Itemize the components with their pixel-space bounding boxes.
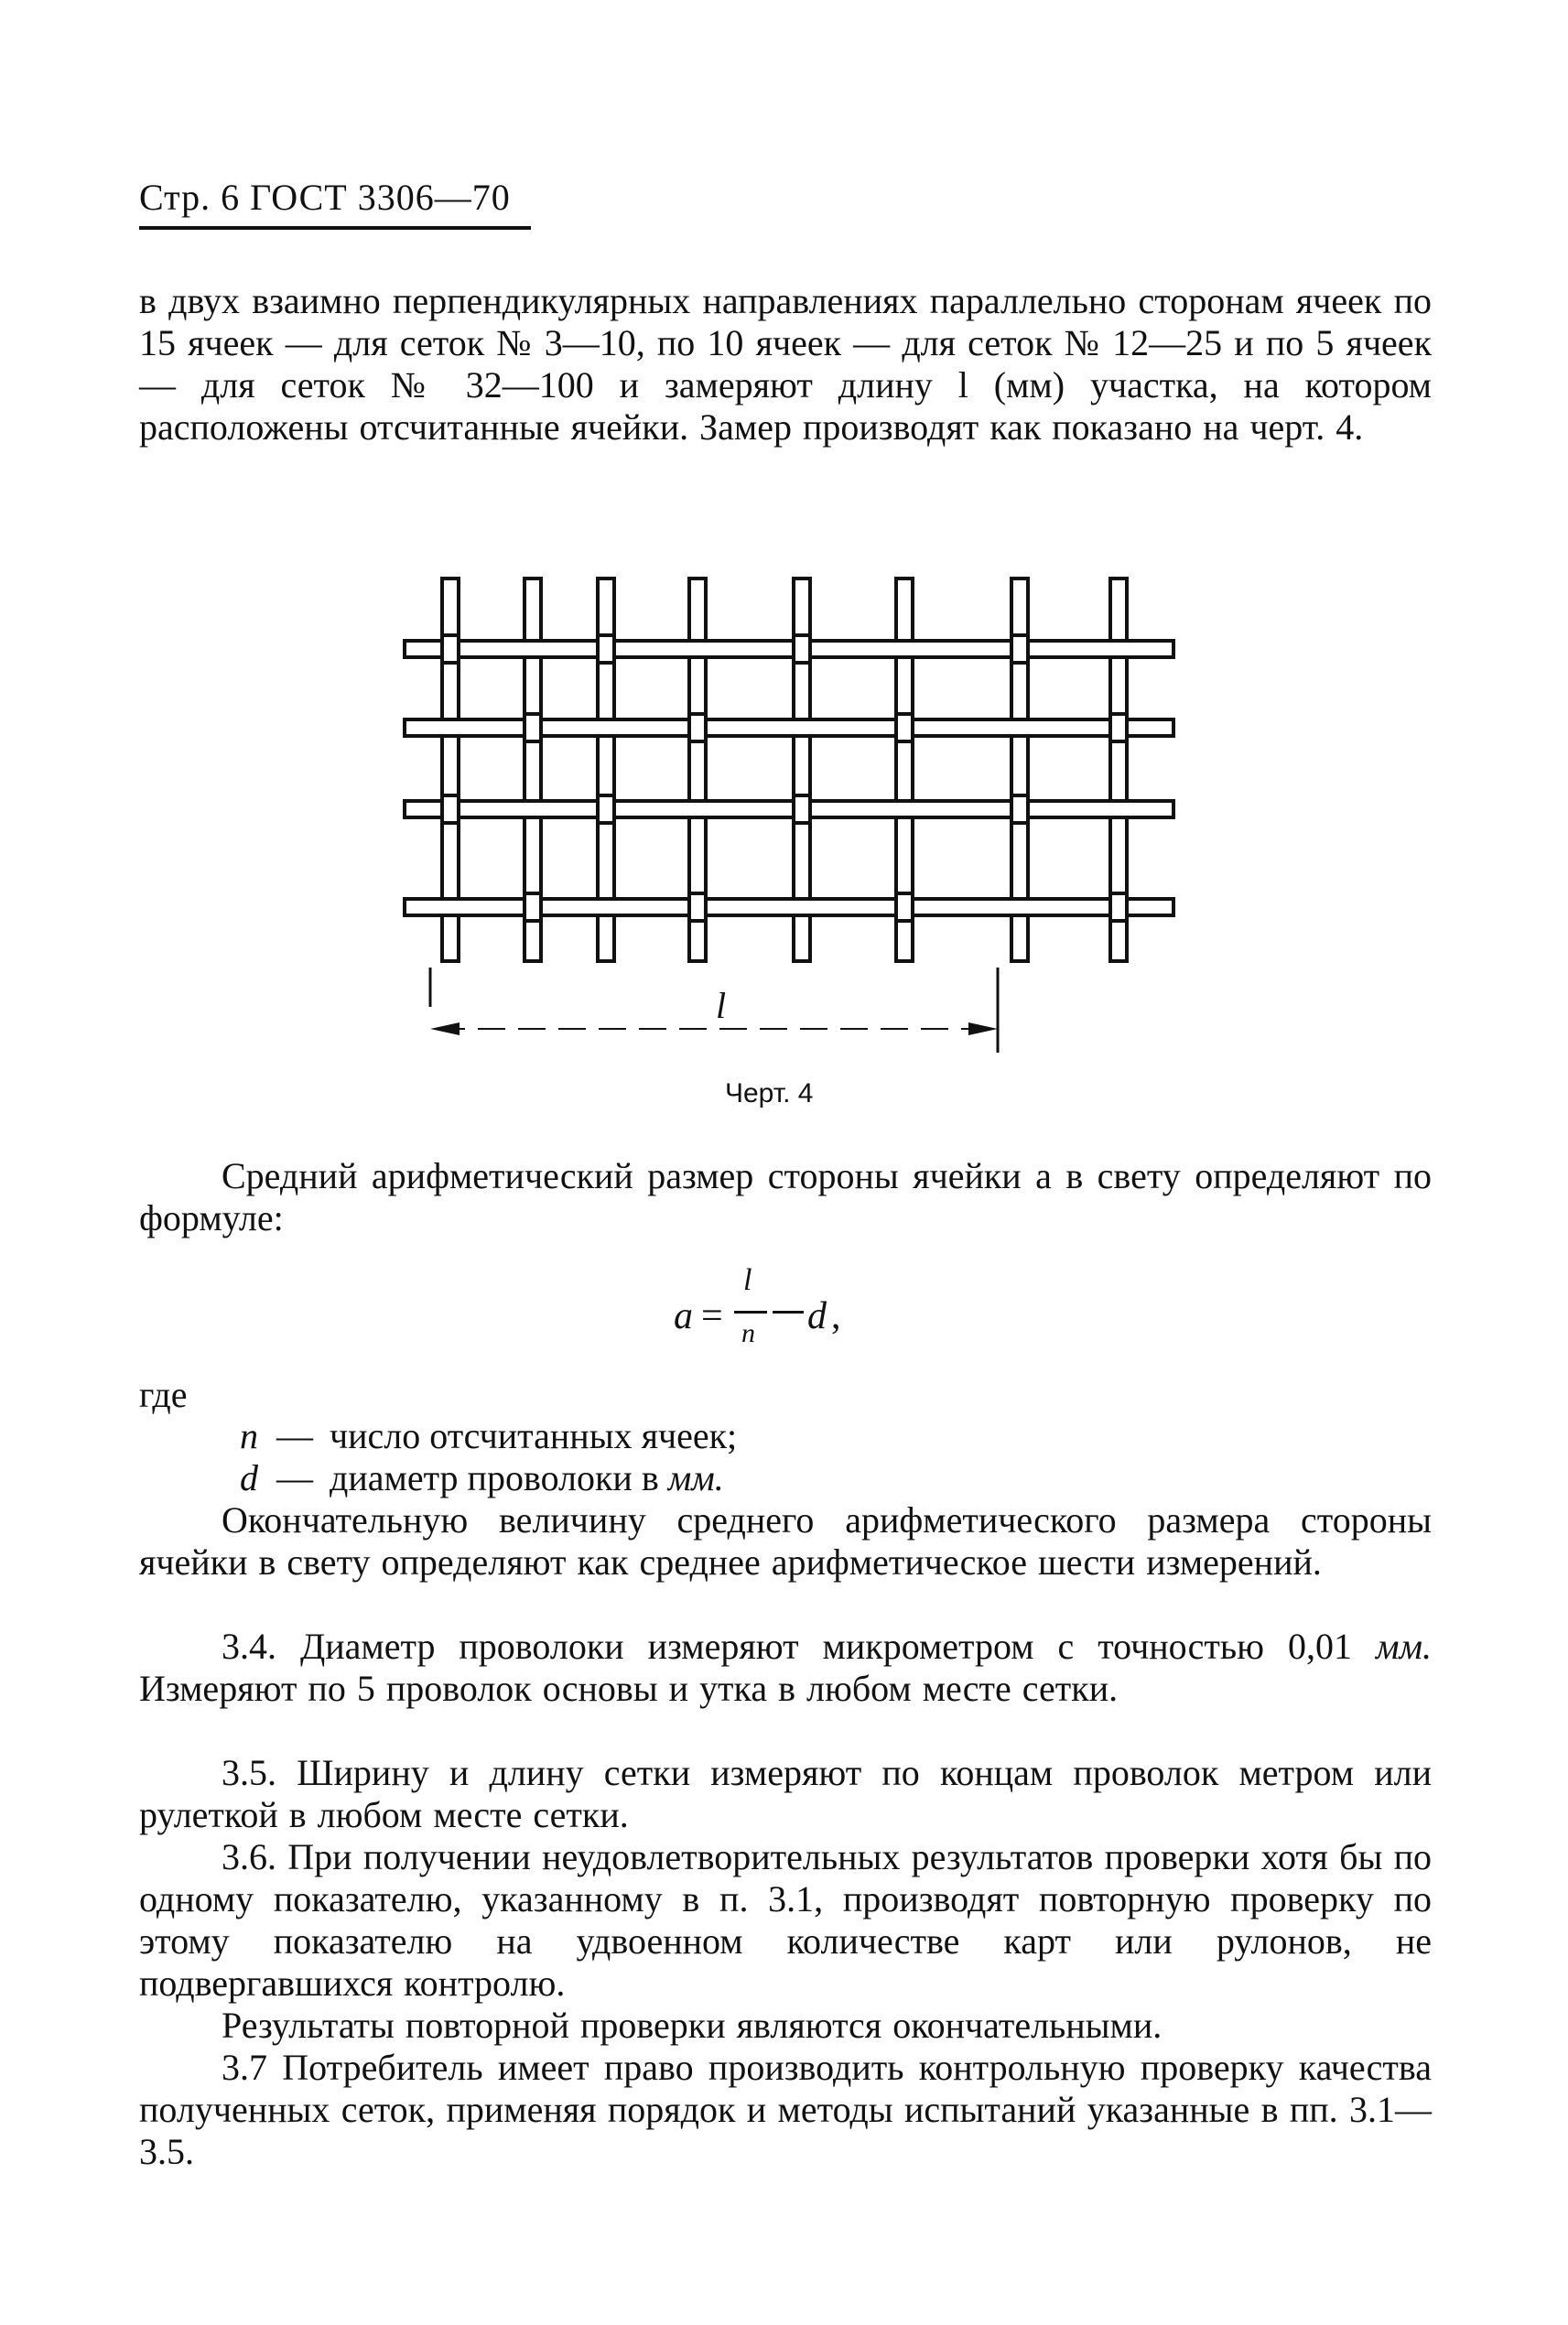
formula-lhs: a [674,1295,693,1337]
wire-crossing [1110,893,1127,921]
mean-size-paragraph: Средний арифметический размер стороны ячейки a в свету определяют по формуле: [139,1155,1432,1238]
wire-crossing [896,893,913,921]
repeat-results-paragraph: Результаты повторной проверки являются окончательными. [222,2005,1162,2046]
clause-3-7: 3.7 Потребитель имеет право производить контрольную проверку качества полученных сеток, применяя порядок и методы испытаний указанные в пп. 3.1—3.5. [139,2047,1432,2172]
wire-crossing [442,635,459,663]
wire-crossing [794,635,810,663]
clause-3-5: 3.5. Ширину и длину сетки измеряют по концам проволок метром или рулеткой в любом месте сетки. [139,1752,1432,1835]
wire-crossing [1011,795,1028,823]
definition-unit: мм. [667,1457,724,1498]
wire-crossing [896,714,913,741]
definition-symbol: d [240,1457,258,1498]
wire-crossing [442,795,459,823]
formula-minus-term: d [807,1295,827,1337]
definition-text: число отсчитанных ячеек; [330,1415,738,1456]
wire-crossing [689,714,706,741]
clause-3-6: 3.6. При получении неудовлетворительных результатов проверки хотя бы по одному показателю, указанному в п. 3.1, производят повторную проверку по этому показателю на удвоенном количестве карт или рулонов, не подвергавшихся контролю. [139,1836,1432,2004]
clause-3-4-text-end: Измеряют по 5 проволок основы и утка в любом месте сетки. [139,1626,1443,1709]
wire-crossing [1011,635,1028,663]
formula-denominator: n [741,1318,755,1348]
clause-3-4-text: 3.4. Диаметр проволоки измеряют микрометром с точностью 0,01 [222,1626,1376,1667]
wire-crossing [794,795,810,823]
definition-d [240,1457,724,1499]
formula-minus-sign [773,1311,804,1314]
definition-dash: — [276,1457,313,1498]
where-label: где [139,1374,188,1415]
formula-trailing: , [831,1295,841,1337]
page-header: Стр. 6 ГОСТ 3306—70 [139,177,511,218]
header-underline [139,226,531,230]
wire-crossing [524,714,541,741]
horizontal-wire [405,641,1173,657]
definition-n [240,1415,737,1457]
horizontal-wire [405,899,1173,915]
mesh-drawing [405,579,1173,961]
formula-numerator: l [743,1263,752,1297]
wire-crossing [524,893,541,921]
horizontal-wire [405,719,1173,736]
dimension-line [430,968,998,1053]
formula-fraction-bar [734,1311,767,1314]
clause-3-4 [139,1626,1443,1710]
clause-3-4-unit: мм. [1375,1626,1432,1667]
dimension-label: l [716,985,727,1026]
figure-caption: Черт. 4 [725,1078,814,1108]
wire-crossing [598,795,614,823]
wire-mesh-figure [394,568,1190,1080]
wire-crossing [1110,714,1127,741]
intro-paragraph: в двух взаимно перпендикулярных направлениях параллельно сторонам ячеек по 15 ячеек — для сеток № 3—10, по 10 ячеек — для сеток № 12—25 и по 5 ячеек — для сеток № 32—100 и замеряют длину l (мм) участка, на котором расположены отсчитанные ячейки. Замер производят как показано на черт. 4. [139,280,1432,448]
final-value-paragraph: Окончательную величину среднего арифметического размера стороны ячейки в свету определяют как среднее арифметическое шести измерений. [139,1499,1432,1583]
definition-symbol: n [240,1415,258,1456]
formula-equals: = [701,1295,723,1337]
definition-dash: — [276,1415,313,1456]
definition-text: диаметр проволоки в [330,1457,668,1498]
wire-crossing [689,893,706,921]
mean-size-formula [674,1263,912,1373]
horizontal-wire [405,801,1173,817]
wire-crossing [598,635,614,663]
